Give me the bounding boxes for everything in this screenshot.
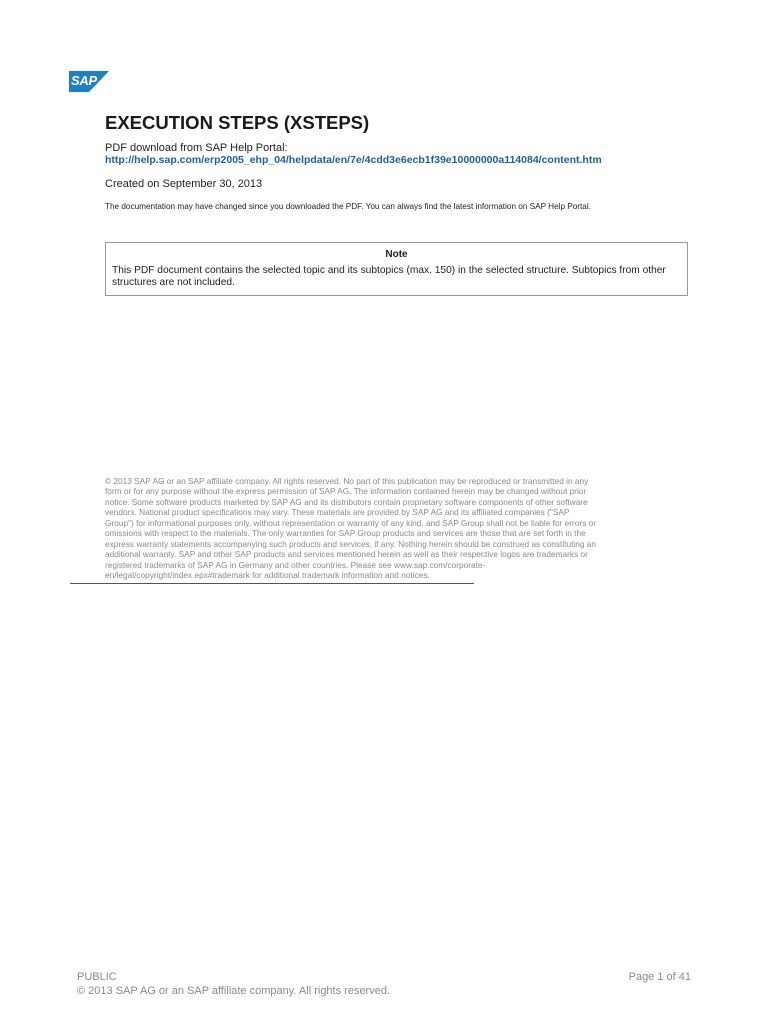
copyright-line: vendors. National product specifications may vary. These materials are provided by SAP AG and its affiliated companies ("SAP [105, 507, 570, 518]
copyright-line: omissions with respect to the materials. The only warranties for SAP Group products and services are those that are set forth in the [105, 528, 586, 539]
footer-copyright: © 2013 SAP AG or an SAP affiliate company. All rights reserved. [77, 985, 391, 997]
download-url-link[interactable]: http://help.sap.com/erp2005_ehp_04/helpdata/en/7e/4cdd3e6ecb1f39e10000000a114084/content.htm [105, 154, 602, 166]
page-title: EXECUTION STEPS (XSTEPS) [105, 112, 370, 133]
footer-classification: PUBLIC [77, 971, 117, 983]
copyright-divider [70, 583, 474, 584]
copyright-line: express warranty statements accompanying such products and services, if any. Nothing herein should be construed as constituting an [105, 538, 597, 549]
copyright-line: © 2013 SAP AG or an SAP affiliate company. All rights reserved. No part of this publication may be reproduced or transmitted in any [105, 476, 589, 486]
footer-page-number: Page 1 of 41 [628, 971, 691, 983]
download-label: PDF download from SAP Help Portal: [105, 142, 288, 154]
copyright-line: notice. Some software products marketed by SAP AG and its distributors contain proprietary software components of other software [105, 496, 588, 507]
note-title: Note [385, 249, 408, 260]
copyright-line: registered trademarks of SAP AG in Germany and other countries. Please see www.sap.com/corporate- [105, 559, 486, 570]
note-body: This PDF document contains the selected topic and its subtopics (max. 150) in the selected structure. Subtopics from other structures are not included. [112, 265, 666, 288]
disclaimer-text: The documentation may have changed since you downloaded the PDF. You can always find the latest information on SAP Help Portal. [105, 202, 591, 211]
copyright-line: additional warranty. SAP and other SAP products and services mentioned herein as well as their respective logos are trademarks or [105, 549, 588, 560]
copyright-line: Group") for informational purposes only, without representation or warranty of any kind, and SAP Group shall not be liable for errors or [105, 517, 597, 528]
sap-logo [69, 71, 109, 92]
copyright-line: form or for any purpose without the express permission of SAP AG. The information contained herein may be changed without prior [105, 486, 587, 497]
copyright-line: en/legal/copyright/index.epx#trademark for additional trademark information and notices. [105, 570, 430, 581]
copyright-block [105, 476, 685, 581]
created-date: Created on September 30, 2013 [105, 178, 263, 190]
sap-logo-text: SAP [71, 73, 97, 88]
note-box [105, 242, 688, 296]
